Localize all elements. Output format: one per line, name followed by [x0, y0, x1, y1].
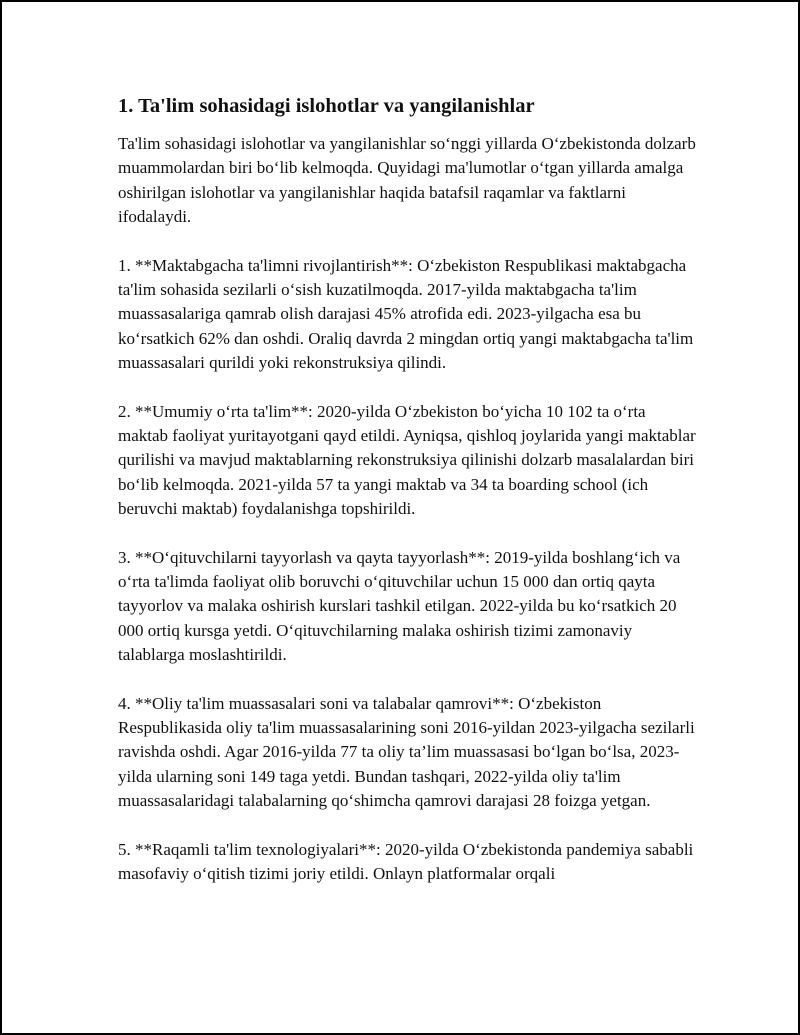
paragraph-digital-education: 5. **Raqamli ta'lim texnologiyalari**: 2020-yilda O‘zbekistonda pandemiya sababli masofaviy o‘qitish tizimi joriy etildi. Onlayn platformalar orqali — [118, 839, 694, 883]
section-title: 1. Ta'lim sohasidagi islohotlar va yangilanishlar — [118, 95, 535, 117]
paragraph-higher-education: 4. **Oliy ta'lim muassasalari soni va talabalar qamrovi**: O‘zbekiston Respublikasida oliy ta'lim muassasalarining soni 2016-yildan 2023-yilgacha sezilarli ravishda oshdi. Agar 2016-yilda 77 ta oliy ta’lim muassasasi bo‘lgan bo‘lsa, 2023-yilda ularning soni 149 taga yetdi. Bundan tashqari, 2022-yilda oliy ta'lim muassasalaridagi talabalarning qo‘shimcha qamrovi darajasi 28 foizga yetgan. — [118, 693, 695, 810]
paragraph-general-secondary-education: 2. **Umumiy o‘rta ta'lim**: 2020-yilda O‘zbekiston bo‘yicha 10 102 ta o‘rta maktab faoliyat yuritayotgani qayd etildi. Ayniqsa, qishloq joylarida yangi maktablar qurilishi va mavjud maktablarning rekonstruksiya qilinishi dolzarb masalalardan biri bo‘lib kelmoqda. 2021-yilda 57 ta yangi maktab va 34 ta boarding school (ich beruvchi maktab) foydalanishga topshirildi. — [118, 401, 696, 518]
paragraph-preschool-education: 1. **Maktabgacha ta'limni rivojlantirish**: O‘zbekiston Respublikasi maktabgacha ta'lim sohasida sezilarli o‘sish kuzatilmoqda. 2017-yilda maktabgacha ta'lim muassasalariga qamrab olish darajasi 45% atrofida edi. 2023-yilgacha esa bu ko‘rsatkich 62% dan oshdi. Oraliq davrda 2 mingdan ortiq yangi maktabgacha ta'lim muassasalari qurildi yoki rekonstruksiya qilindi. — [118, 255, 694, 372]
intro-paragraph: Ta'lim sohasidagi islohotlar va yangilanishlar so‘nggi yillarda O‘zbekistonda dolzarb muammolardan biri bo‘lib kelmoqda. Quyidagi ma'lumotlar o‘tgan yillarda amalga oshirilgan islohotlar va yangilanishlar haqida batafsil raqamlar va faktlarni ifodalaydi. — [118, 134, 696, 226]
document-content — [118, 92, 696, 911]
paragraph-teacher-training: 3. **O‘qituvchilarni tayyorlash va qayta tayyorlash**: 2019-yilda boshlang‘ich va o‘rta ta'limda faoliyat olib boruvchi o‘qituvchilar uchun 15 000 dan ortiq qayta tayyorlov va malaka oshirish kurslari tashkil etilgan. 2022-yilda bu ko‘rsatkich 20 000 ortiq kursga yetdi. O‘qituvchilarning malaka oshirish tizimi zamonaviy talablarga moslashtirildi. — [118, 547, 681, 664]
